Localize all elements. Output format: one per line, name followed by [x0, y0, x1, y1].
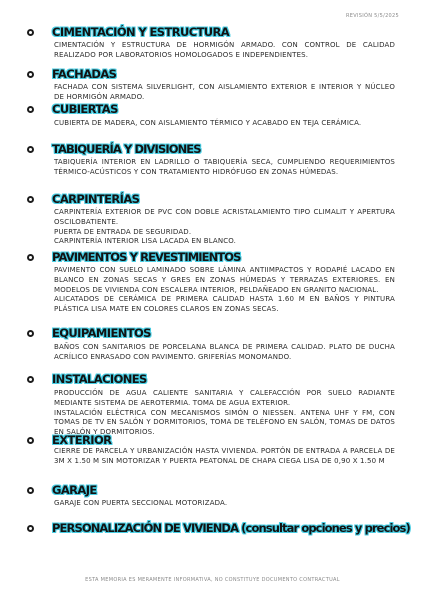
section-title: INSTALACIONES — [52, 372, 147, 386]
bullet-icon — [27, 330, 34, 337]
section-paragraph: PUERTA DE ENTRADA DE SEGURIDAD. — [54, 227, 192, 236]
section-title: CARPINTERÍAS — [52, 192, 140, 206]
footer-disclaimer: ESTA MEMORIA ES MERAMENTE INFORMATIVA, NO CONSTITUYE DOCUMENTO CONTRACTUAL — [85, 577, 340, 583]
section-cimentacion — [0, 25, 425, 59]
section-garaje — [0, 483, 425, 507]
section-body — [54, 208, 395, 247]
bullet-icon — [27, 196, 34, 203]
bullet-icon — [27, 106, 34, 113]
section-equipamientos — [0, 326, 425, 361]
section-cubiertas — [0, 102, 425, 127]
section-paragraph: TABIQUERÍA INTERIOR EN LADRILLO O TABIQUERÍA SECA, CUMPLIENDO REQUERIMIENTOS TÉRMICO-ACÚSTICOS Y CON TRATAMIENTO HIDRÓFUGO EN ZONAS HÚMEDAS. — [54, 158, 395, 176]
section-personalizacion — [0, 522, 425, 536]
section-title: PERSONALIZACIÓN DE VIVIENDA (consultar opciones y precios) — [52, 521, 410, 535]
bullet-icon — [27, 71, 34, 78]
section-paragraph: BAÑOS CON SANITARIOS DE PORCELANA BLANCA DE PRIMERA CALIDAD. PLATO DE DUCHA ACRÍLICO ENRASADO CON PAVIMENTO. GRIFERÍAS MONOMANDO. — [54, 343, 395, 361]
section-paragraph: FACHADA CON SISTEMA SILVERLIGHT, CON AISLAMIENTO EXTERIOR E INTERIOR Y NÚCLEO DE HORMIGÓN ARMADO. — [54, 83, 395, 101]
section-title: EQUIPAMIENTOS — [52, 326, 151, 340]
bullet-icon — [27, 525, 34, 532]
section-paragraph: CIMENTACIÓN Y ESTRUCTURA DE HORMIGÓN ARMADO. CON CONTROL DE CALIDAD REALIZADO POR LABORATORIOS HOMOLOGADOS E INDEPENDIENTES. — [54, 41, 395, 59]
section-body — [54, 447, 395, 467]
bullet-icon — [27, 437, 34, 444]
section-paragraph: CUBIERTA DE MADERA, CON AISLAMIENTO TÉRMICO Y ACABADO EN TEJA CERÁMICA. — [54, 119, 362, 127]
section-paragraph: ALICATADOS DE CERÁMICA DE PRIMERA CALIDAD HASTA 1.60 M EN BAÑOS Y PINTURA PLÁSTICA LISA MATE EN COLORES CLAROS EN ZONAS SECAS. — [54, 295, 395, 314]
bullet-icon — [27, 254, 34, 261]
section-body — [54, 83, 395, 103]
section-title: TABIQUERÍA Y DIVISIONES — [52, 142, 201, 156]
section-body — [54, 343, 395, 363]
section-paragraph: CIERRE DE PARCELA Y URBANIZACIÓN HASTA VIVIENDA. PORTÓN DE ENTRADA A PARCELA DE 3M X 1.50 M SIN MOTORIZAR Y PUERTA PEATONAL DE CHAPA CIEGA LISA DE 0,90 X 1.50 M — [54, 447, 395, 465]
section-title: CUBIERTAS — [52, 102, 118, 116]
bullet-icon — [27, 146, 34, 153]
section-paragraph: PAVIMENTO CON SUELO LAMINADO SOBRE LÁMINA ANTIIMPACTOS Y RODAPIÉ LACADO EN BLANCO EN ZONAS SECAS Y GRES EN ZONAS HÚMEDAS Y TERRAZAS EXTERIORES. EN MODELOS DE VIVIENDA CON ESCALERA INTERIOR, PELDAÑEADO EN GRANITO NACIONAL. — [54, 266, 395, 294]
section-paragraph: GARAJE CON PUERTA SECCIONAL MOTORIZADA. — [54, 499, 228, 507]
section-exterior — [0, 433, 425, 465]
section-body — [54, 41, 395, 61]
section-title: EXTERIOR — [52, 433, 112, 447]
section-title: CIMENTACIÓN Y ESTRUCTURA — [52, 25, 230, 39]
section-paragraph: INSTALACIÓN ELÉCTRICA CON MECANISMOS SIMÓN O NIESSEN. ANTENA UHF Y FM, CON TOMAS DE TV EN SALÓN Y DORMITORIOS, TOMA DE TELÉFONO EN SALÓN, TOMAS DE DATOS EN SALÓN Y DORMITORIOS. — [54, 408, 395, 437]
section-paragraph: CARPINTERÍA INTERIOR LISA LACADA EN BLANCO. — [54, 237, 237, 246]
section-body — [54, 499, 395, 509]
bullet-icon — [27, 376, 34, 383]
section-instalaciones — [0, 372, 425, 437]
bullet-icon — [27, 487, 34, 494]
section-title: PAVIMENTOS Y REVESTIMIENTOS — [52, 250, 241, 264]
section-title: FACHADAS — [52, 67, 117, 81]
section-paragraph: PRODUCCIÓN DE AGUA CALIENTE SANITARIA Y CALEFACCIÓN POR SUELO RADIANTE MEDIANTE SISTEMA DE AEROTERMIA. TOMA DE AGUA EXTERIOR. — [54, 389, 395, 407]
section-body — [54, 119, 395, 129]
section-fachadas — [0, 67, 425, 101]
section-carpinterias — [0, 192, 425, 246]
section-pavimentos — [0, 250, 425, 314]
section-title: GARAJE — [52, 483, 97, 497]
revision-label: REVISIÓN 5/5/2025 — [346, 13, 399, 19]
section-body — [54, 266, 395, 315]
section-paragraph: CARPINTERÍA EXTERIOR DE PVC CON DOBLE ACRISTALAMIENTO TIPO CLIMALIT Y APERTURA OSCILOBATIENTE. — [54, 208, 395, 226]
section-body — [54, 158, 395, 178]
bullet-icon — [27, 29, 34, 36]
section-tabiqueria — [0, 142, 425, 176]
section-body — [54, 389, 395, 438]
